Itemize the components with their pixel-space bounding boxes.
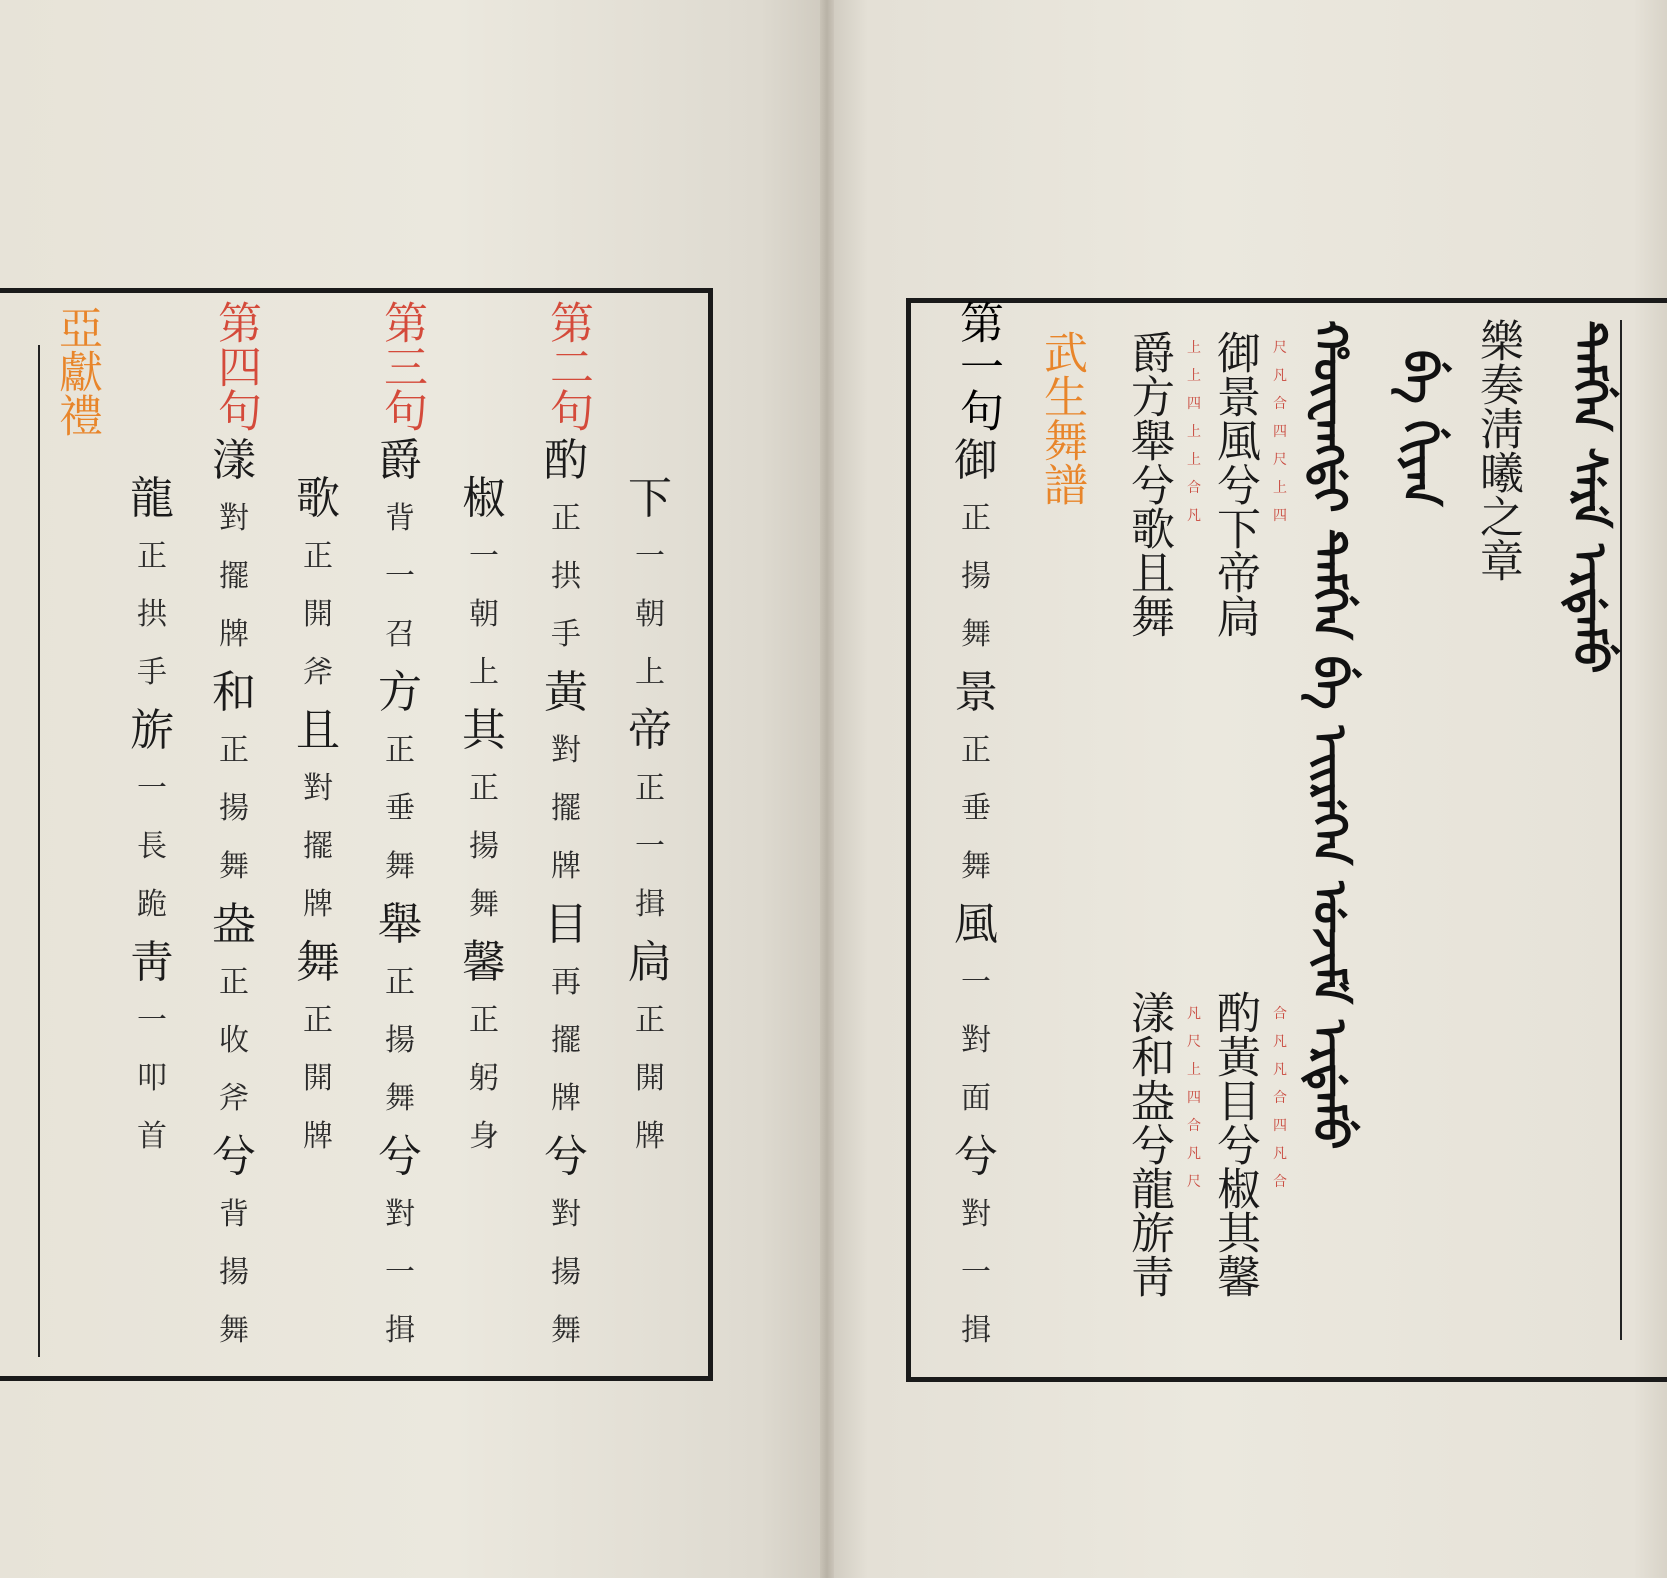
- movement-char: 叩: [137, 1061, 167, 1096]
- lyric-2-text: 爵方舉兮歌且舞: [1123, 330, 1174, 638]
- lyric-char: 龍: [130, 473, 174, 524]
- movement-char: 舞: [219, 1313, 249, 1348]
- movement-char: 對: [551, 733, 581, 768]
- notation-column: [1268, 1000, 1292, 1196]
- movement-char: 正: [635, 1003, 665, 1038]
- verse-label: 第一句: [952, 300, 1003, 432]
- movement-char: 舞: [551, 1313, 581, 1348]
- verse-label: 第四句: [210, 300, 261, 432]
- lyric-char: 酌: [544, 435, 588, 486]
- note-char: 合: [1273, 396, 1287, 412]
- note-char: 上: [1187, 424, 1201, 440]
- lyric-char: 下: [628, 473, 672, 524]
- note-char: 凡: [1273, 1034, 1287, 1050]
- movement-char: 舞: [385, 849, 415, 884]
- lyric-char: 漾: [212, 435, 256, 486]
- note-char: 四: [1273, 1118, 1287, 1134]
- note-char: 合: [1273, 1174, 1287, 1190]
- note-char: 四: [1187, 396, 1201, 412]
- movement-char: 揚: [385, 1023, 415, 1058]
- note-char: 尺: [1187, 1034, 1201, 1050]
- lyric-4-text: 漾和盎兮龍旂靑: [1123, 990, 1174, 1298]
- movement-char: 對: [219, 501, 249, 536]
- verse4-line3: [122, 470, 182, 1166]
- verse1-line: [946, 300, 1006, 1360]
- movement-char: 正: [303, 539, 333, 574]
- movement-char: 上: [635, 655, 665, 690]
- lyric-char: 兮: [212, 1131, 256, 1182]
- title-line: [1466, 318, 1526, 582]
- verse2-line2: [536, 300, 596, 1360]
- movement-char: 牌: [551, 849, 581, 884]
- movement-char: 長: [137, 829, 167, 864]
- movement-char: 揖: [635, 887, 665, 922]
- lyric-char: 歌: [296, 473, 340, 524]
- movement-char: 再: [551, 965, 581, 1000]
- movement-char: 舞: [961, 617, 991, 652]
- note-char: 凡: [1273, 368, 1287, 384]
- lyric-char: 靑: [130, 937, 174, 988]
- note-char: 上: [1187, 1062, 1201, 1078]
- lyric-2: [1117, 330, 1177, 638]
- movement-char: 首: [137, 1119, 167, 1154]
- lyric-1-text: 御景風兮下帝扃: [1209, 330, 1260, 638]
- manchu-line-a: ᡨᡝᠮᡤᡝᠨ ᠰᡝᡵᡝ ᡝᡵᡩᡝᠮᡠ: [1563, 320, 1617, 674]
- movement-char: 對: [551, 1197, 581, 1232]
- movement-char: 面: [961, 1081, 991, 1116]
- movement-char: 背: [219, 1197, 249, 1232]
- lyric-char: 其: [462, 705, 506, 756]
- verse3-line3: [288, 470, 348, 1166]
- movement-char: 牌: [303, 887, 333, 922]
- movement-char: 正: [635, 771, 665, 806]
- movement-char: 正: [385, 965, 415, 1000]
- movement-char: 正: [219, 965, 249, 1000]
- movement-char: 揖: [385, 1313, 415, 1348]
- lyric-char: 兮: [378, 1131, 422, 1182]
- movement-char: 跪: [137, 887, 167, 922]
- lyric-char: 和: [212, 667, 256, 718]
- movement-char: 身: [469, 1119, 499, 1154]
- movement-char: 斧: [303, 655, 333, 690]
- note-char: 尺: [1273, 340, 1287, 356]
- note-char: 凡: [1187, 1006, 1201, 1022]
- movement-char: 朝: [469, 597, 499, 632]
- note-char: 上: [1187, 340, 1201, 356]
- note-char: 尺: [1273, 452, 1287, 468]
- lyric-char: 盎: [212, 899, 256, 950]
- lyric-char: 目: [544, 899, 588, 950]
- movement-char: 對: [385, 1197, 415, 1232]
- note-char: 四: [1273, 424, 1287, 440]
- movement-char: 一: [385, 1255, 415, 1290]
- movement-char: 垂: [385, 791, 415, 826]
- lyric-3: [1203, 990, 1263, 1298]
- movement-char: 垂: [961, 791, 991, 826]
- movement-char: 正: [551, 501, 581, 536]
- lyric-char: 椒: [462, 473, 506, 524]
- lyric-char: 兮: [544, 1131, 588, 1182]
- movement-char: 開: [635, 1061, 665, 1096]
- book-gutter: [820, 0, 834, 1578]
- movement-char: 正: [219, 733, 249, 768]
- movement-char: 正: [385, 733, 415, 768]
- movement-char: 收: [219, 1023, 249, 1058]
- verse2-line3: [454, 470, 514, 1166]
- movement-char: 正: [961, 733, 991, 768]
- verse2-line1: [620, 470, 680, 1166]
- movement-char: 揚: [961, 559, 991, 594]
- movement-char: 一: [469, 539, 499, 574]
- movement-char: 朝: [635, 597, 665, 632]
- movement-char: 一: [961, 1255, 991, 1290]
- movement-char: 牌: [635, 1119, 665, 1154]
- movement-char: 揚: [551, 1255, 581, 1290]
- movement-char: 牌: [551, 1081, 581, 1116]
- movement-char: 一: [635, 539, 665, 574]
- movement-char: 正: [469, 1003, 499, 1038]
- lyric-char: 帝: [628, 705, 672, 756]
- right-inner-rule: [1620, 320, 1622, 1340]
- movement-char: 擺: [219, 559, 249, 594]
- section-title: [1030, 330, 1090, 506]
- lyric-char: 兮: [954, 1131, 998, 1182]
- manchu-line-b: ᠪᡝ ᡤᡳᠶᠠᠨ: [1393, 350, 1447, 507]
- lyric-char: 旂: [130, 705, 174, 756]
- lyric-char: 爵: [378, 435, 422, 486]
- note-char: 凡: [1187, 508, 1201, 524]
- movement-char: 拱: [137, 597, 167, 632]
- movement-char: 正: [303, 1003, 333, 1038]
- movement-char: 正: [137, 539, 167, 574]
- heading-char: 亞獻禮: [51, 305, 102, 437]
- notation-column: [1182, 1000, 1206, 1196]
- movement-char: 拱: [551, 559, 581, 594]
- lyric-3-text: 酌黃目兮椒其馨: [1209, 990, 1260, 1298]
- lyric-char: 舞: [296, 937, 340, 988]
- movement-char: 舞: [469, 887, 499, 922]
- lyric-char: 舉: [378, 899, 422, 950]
- left-inner-rule: [38, 345, 40, 1357]
- verse4-line2: [204, 300, 264, 1360]
- movement-char: 牌: [303, 1119, 333, 1154]
- movement-char: 一: [635, 829, 665, 864]
- movement-char: 斧: [219, 1081, 249, 1116]
- movement-char: 對: [961, 1023, 991, 1058]
- movement-char: 牌: [219, 617, 249, 652]
- section-title-text: 武生舞譜: [1036, 330, 1087, 506]
- movement-char: 擺: [551, 1023, 581, 1058]
- left-page-frame: [0, 288, 713, 1381]
- note-char: 合: [1273, 1090, 1287, 1106]
- notation-column: [1182, 334, 1206, 530]
- lyric-char: 扃: [628, 937, 672, 988]
- note-char: 上: [1187, 368, 1201, 384]
- notation-column: [1268, 334, 1292, 530]
- note-char: 四: [1187, 1090, 1201, 1106]
- movement-char: 對: [961, 1197, 991, 1232]
- lyric-char: 且: [296, 705, 340, 756]
- lyric-char: 御: [954, 435, 998, 486]
- movement-char: 舞: [961, 849, 991, 884]
- movement-char: 背: [385, 501, 415, 536]
- lyric-4: [1117, 990, 1177, 1298]
- left-heading: [46, 305, 106, 437]
- movement-char: 對: [303, 771, 333, 806]
- note-char: 合: [1273, 1006, 1287, 1022]
- movement-char: 躬: [469, 1061, 499, 1096]
- lyric-char: 方: [378, 667, 422, 718]
- movement-char: 舞: [385, 1081, 415, 1116]
- movement-char: 一: [385, 559, 415, 594]
- note-char: 合: [1187, 480, 1201, 496]
- lyric-char: 風: [954, 899, 998, 950]
- movement-char: 揚: [469, 829, 499, 864]
- movement-char: 一: [137, 1003, 167, 1038]
- verse3-line2: [370, 300, 430, 1360]
- movement-char: 手: [137, 655, 167, 690]
- movement-char: 開: [303, 1061, 333, 1096]
- movement-char: 舞: [219, 849, 249, 884]
- movement-char: 開: [303, 597, 333, 632]
- movement-char: 手: [551, 617, 581, 652]
- movement-char: 一: [961, 965, 991, 1000]
- movement-char: 揖: [961, 1313, 991, 1348]
- movement-char: 揚: [219, 791, 249, 826]
- lyric-1: [1203, 330, 1263, 638]
- movement-char: 擺: [303, 829, 333, 864]
- movement-char: 上: [469, 655, 499, 690]
- note-char: 凡: [1273, 1062, 1287, 1078]
- note-char: 凡: [1273, 1146, 1287, 1162]
- note-char: 上: [1187, 452, 1201, 468]
- verse-label: 第三句: [376, 300, 427, 432]
- movement-char: 一: [137, 771, 167, 806]
- movement-char: 揚: [219, 1255, 249, 1290]
- note-char: 尺: [1187, 1174, 1201, 1190]
- movement-char: 正: [961, 501, 991, 536]
- title-line-text: 樂奏淸曦之章: [1472, 318, 1523, 582]
- movement-char: 正: [469, 771, 499, 806]
- lyric-char: 景: [954, 667, 998, 718]
- manchu-line-c: ᡥᡡᠸᠠᠩᡩᡳ ᡨᡝᠮᡤᡝᠨ ᠪᡝ ᡝᡳᡵᡝᡴᡝᠨ ᡠᠵᡳᠮᡝ ᡝᡵᡩᡝᠮᡠ: [1303, 320, 1357, 1150]
- note-char: 上: [1273, 480, 1287, 496]
- lyric-char: 馨: [462, 937, 506, 988]
- movement-char: 召: [385, 617, 415, 652]
- movement-char: 擺: [551, 791, 581, 826]
- verse-label: 第二句: [542, 300, 593, 432]
- note-char: 凡: [1187, 1146, 1201, 1162]
- note-char: 四: [1273, 508, 1287, 524]
- note-char: 合: [1187, 1118, 1201, 1134]
- lyric-char: 黃: [544, 667, 588, 718]
